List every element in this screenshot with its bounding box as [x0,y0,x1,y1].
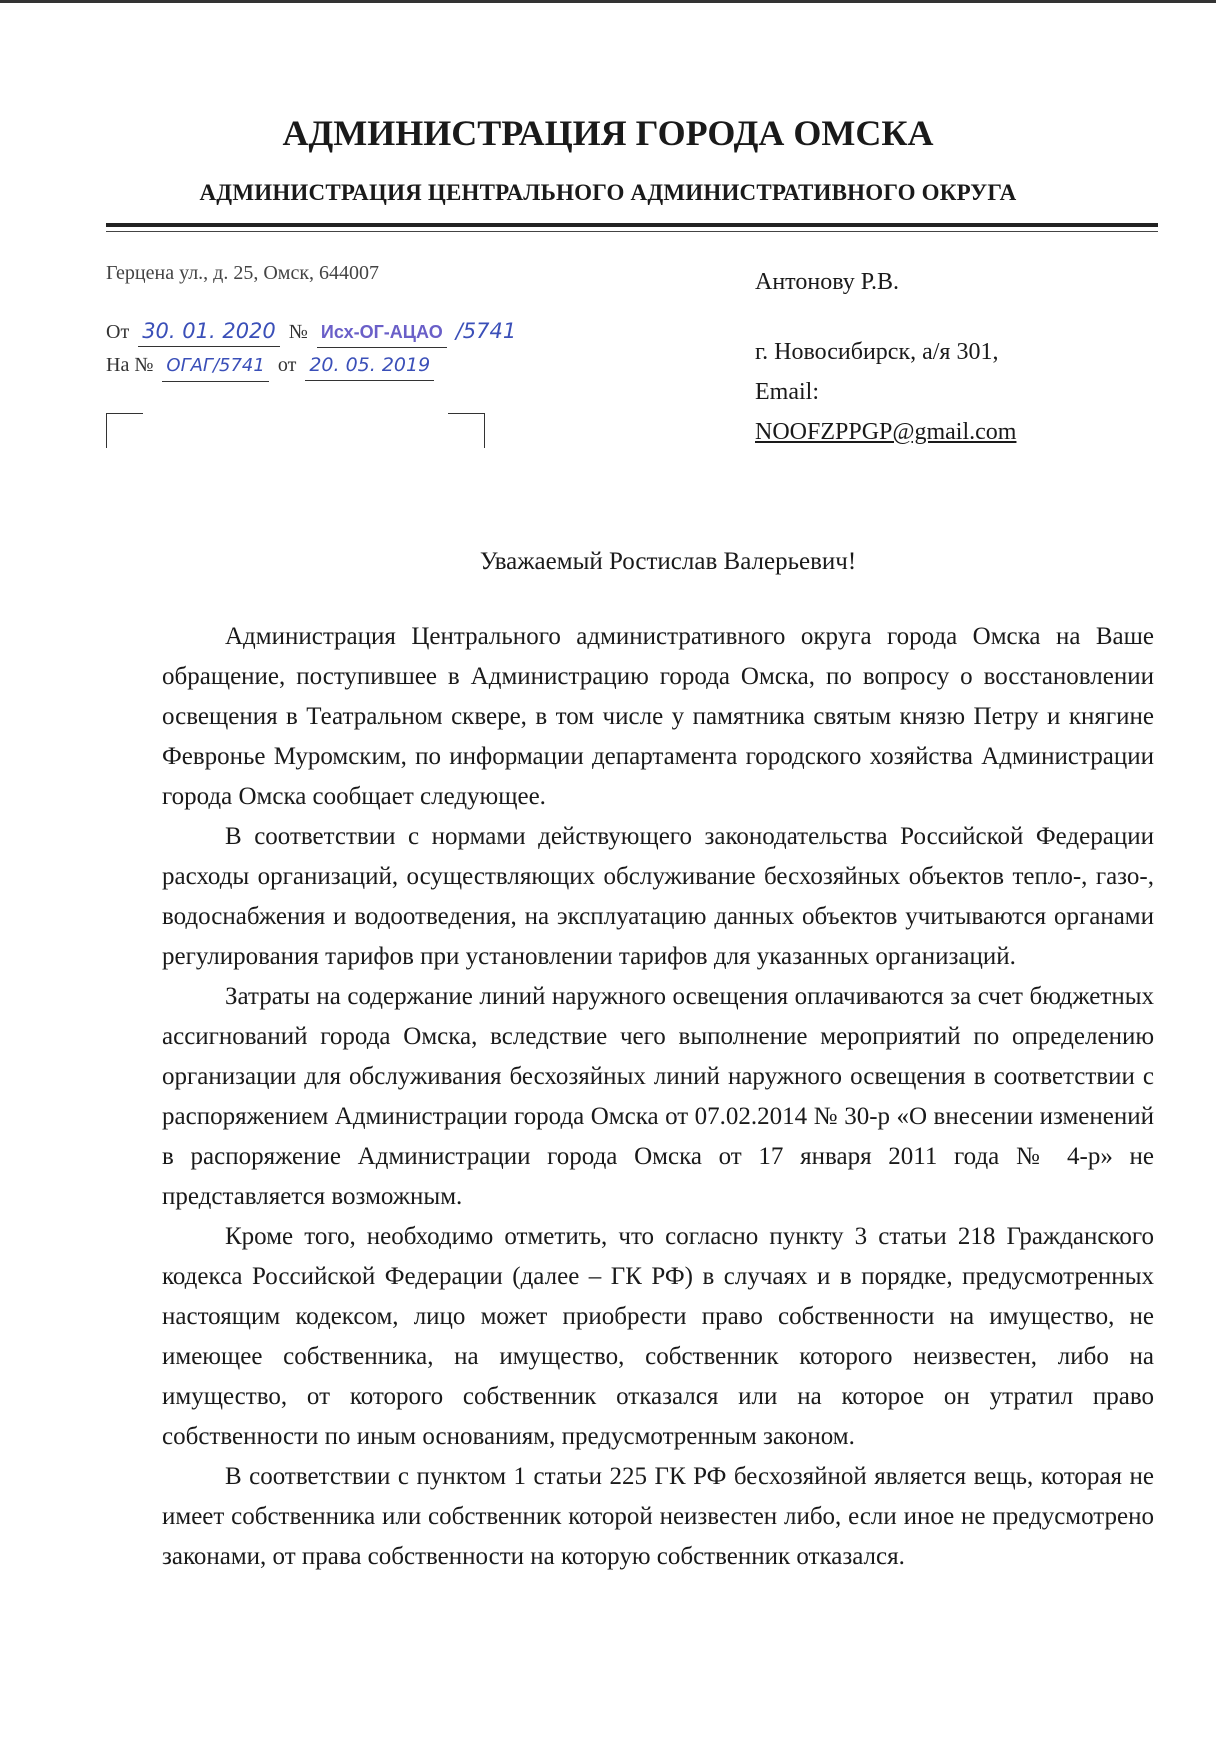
reply-reference [106,350,438,382]
address-bracket-left [106,413,143,448]
letter-body [162,617,1154,1577]
paragraph: Кроме того, необходимо отметить, что согласно пункту 3 статьи 218 Гражданского кодекса Российской Федерации (далее – ГК РФ) в случаях и в порядке, предусмотренных настоящим кодексом, лицо может приобрести право собственности на имущество, не имеющее собственника, на имущество, собственник которого неизвестен, либо на имущество, от которого собственник отказался или на которое он утратил право собственности по иным основаниям, предусмотренным законом. [162,1223,1154,1450]
reply-label: На № [106,354,154,376]
paragraph: В соответствии с пунктом 1 статьи 225 ГК РФ бесхозяйной является вещь, которая не имеет собственника или собственник которой неизвестен либо, если иное не предусмотрено законами, от права собственности на которую собственник отказался. [162,1463,1154,1570]
recipient-name: Антонову Р.В. [755,269,900,295]
recipient-block [755,262,1016,452]
outgoing-reference [106,316,520,348]
outgoing-date: 30. 01. 2020 [138,316,280,347]
number-handwritten: /5741 [455,319,517,343]
scan-edge [0,0,1216,3]
letterhead-rule-thin [106,231,1158,232]
address-bracket-right [448,413,485,448]
recipient-address: г. Новосибирск, а/я 301, [755,339,999,365]
sender-address: Герцена ул., д. 25, Омск, 644007 [106,262,380,284]
number-label: № [288,321,308,343]
letterhead-title: АДМИНИСТРАЦИЯ ГОРОДА ОМСКА [282,113,934,153]
greeting: Уважаемый Ростислав Валерьевич! [479,548,857,575]
letterhead-subtitle: АДМИНИСТРАЦИЯ ЦЕНТРАЛЬНОГО АДМИНИСТРАТИВНОГО ОКРУГА [199,180,1017,205]
recipient-email: NOOFZPPGP@gmail.com [755,419,1017,445]
reply-date: 20. 05. 2019 [305,350,434,381]
paragraph: В соответствии с нормами действующего законодательства Российской Федерации расходы организаций, осуществляющих обслуживание бесхозяйных объектов тепло-, газо-, водоснабжения и водоотведения, на эксплуатацию данных объектов учитываются органами регулирования тарифов при установлении тарифов для указанных организаций. [162,823,1154,970]
paragraph: Затраты на содержание линий наружного освещения оплачиваются за счет бюджетных ассигнований города Омска, вследствие чего выполнение мероприятий по определению организации для обслуживания бесхозяйных линий наружного освещения в соответствии с распоряжением Администрации города Омска от 07.02.2014 № 30-р «О внесении изменений в распоряжение Администрации города Омска от 17 января 2011 года № 4-р» не представляется возможным. [162,983,1154,1210]
paragraph: Администрация Центрального административного округа города Омска на Ваше обращение, поступившее в Администрацию города Омска, по вопросу о восстановлении освещения в Театральном сквере, в том числе у памятника святым князю Петру и княгине Февронье Муромским, по информации департамента городского хозяйства Администрации города Омска сообщает следующее. [162,623,1154,810]
reply-from-label: от [277,354,297,376]
number-stamp: Исх-ОГ-АЦАО [320,322,443,342]
letterhead-rule-thick [106,223,1158,227]
recipient-email-label: Email: [755,379,819,405]
reply-number: ОГАГ/5741 [162,351,268,382]
from-label: От [106,321,130,343]
